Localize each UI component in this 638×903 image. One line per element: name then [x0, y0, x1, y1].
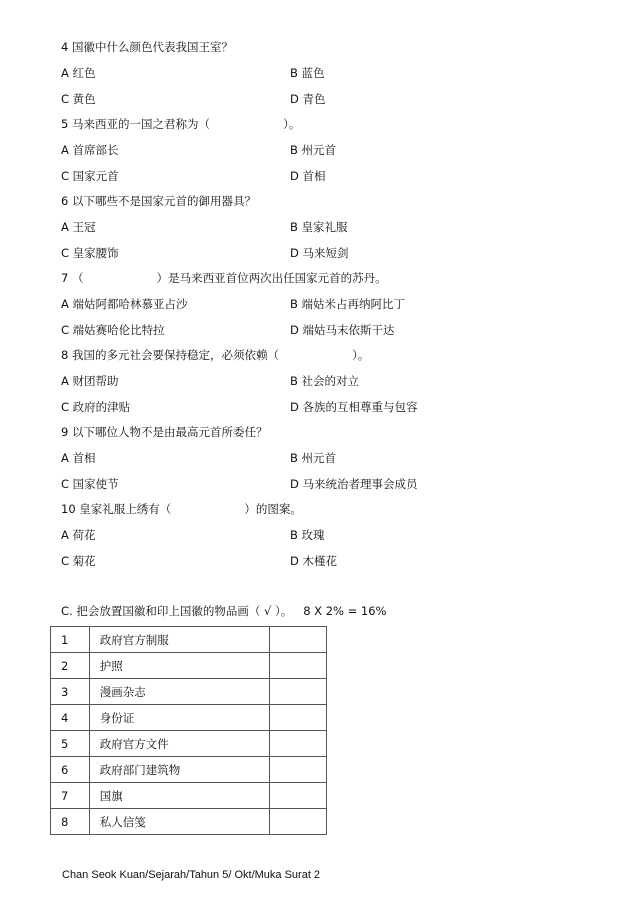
row-number: 3	[51, 679, 90, 705]
row-item: 政府官方文件	[89, 731, 270, 757]
table-row	[51, 783, 327, 809]
table-row	[51, 809, 327, 835]
row-number: 1	[51, 627, 90, 653]
question-10-option-d: D 木槿花	[290, 554, 338, 568]
question-6-option-c: C 皇家腰饰	[61, 246, 119, 260]
row-number: 2	[51, 653, 90, 679]
question-7-option-a: A 端姑阿都哈林慕亚占沙	[61, 297, 188, 311]
question-10-option-a: A 荷花	[61, 528, 96, 542]
question-6-option-b: B 皇家礼服	[290, 220, 348, 234]
row-number: 6	[51, 757, 90, 783]
row-number: 7	[51, 783, 90, 809]
question-8-option-b: B 社会的对立	[290, 374, 360, 388]
page-footer: Chan Seok Kuan/Sejarah/Tahun 5/ Okt/Muka Surat 2	[62, 869, 321, 881]
table-row	[51, 705, 327, 731]
question-5-option-d: D 首相	[290, 169, 326, 183]
question-4-option-c: C 黄色	[61, 92, 96, 106]
row-item: 护照	[89, 653, 270, 679]
question-10-option-b: B 玫瑰	[290, 528, 325, 542]
question-7-option-c: C 端姑赛哈伦比特拉	[61, 323, 165, 337]
tick-box[interactable]	[270, 809, 327, 835]
question-5-stem: 5 马来西亚的一国之君称为（ ）。	[61, 117, 301, 131]
row-number: 4	[51, 705, 90, 731]
tick-box[interactable]	[270, 757, 327, 783]
question-4-option-b: B 蓝色	[290, 66, 325, 80]
question-7-option-b: B 端姑米占再纳阿比丁	[290, 297, 406, 311]
question-4-option-d: D 青色	[290, 92, 326, 106]
row-item: 身份证	[89, 705, 270, 731]
question-9-option-c: C 国家使节	[61, 477, 119, 491]
table-row	[51, 653, 327, 679]
tick-box[interactable]	[270, 679, 327, 705]
question-6-option-a: A 王冠	[61, 220, 96, 234]
row-item: 国旗	[89, 783, 270, 809]
question-10-option-c: C 菊花	[61, 554, 96, 568]
table-row	[51, 679, 327, 705]
question-7-option-d: D 端姑马末依斯干达	[290, 323, 395, 337]
table-row	[51, 731, 327, 757]
row-item: 漫画杂志	[89, 679, 270, 705]
question-5-option-a: A 首席部长	[61, 143, 119, 157]
row-item: 政府部门建筑物	[89, 757, 270, 783]
tick-box[interactable]	[270, 783, 327, 809]
question-9-option-a: A 首相	[61, 451, 96, 465]
tick-box[interactable]	[270, 705, 327, 731]
question-8-stem: 8 我国的多元社会要保持稳定，必须依赖（ ）。	[61, 348, 370, 362]
question-8-option-c: C 政府的津贴	[61, 400, 131, 414]
question-6-stem: 6 以下哪些不是国家元首的御用器具？	[61, 194, 256, 208]
question-9-option-d: D 马来统治者理事会成员	[290, 477, 418, 491]
row-item: 私人信笺	[89, 809, 270, 835]
question-6-option-d: D 马来短剑	[290, 246, 349, 260]
row-number: 5	[51, 731, 90, 757]
question-7-stem: 7 （ ）是马来西亚首位两次出任国家元首的苏丹。	[61, 271, 387, 285]
table-row	[51, 757, 327, 783]
question-5-option-b: B 州元首	[290, 143, 337, 157]
question-5-option-c: C 国家元首	[61, 169, 119, 183]
checklist-table	[50, 626, 327, 835]
question-10-stem: 10 皇家礼服上绣有（ ）的图案。	[61, 502, 302, 516]
tick-box[interactable]	[270, 731, 327, 757]
question-8-option-a: A 财团帮助	[61, 374, 119, 388]
question-4-option-a: A 红色	[61, 66, 96, 80]
question-9-stem: 9 以下哪位人物不是由最高元首所委任？	[61, 425, 268, 439]
question-8-option-d: D 各族的互相尊重与包容	[290, 400, 418, 414]
tick-box[interactable]	[270, 627, 327, 653]
table-row	[51, 627, 327, 653]
row-item: 政府官方制服	[89, 627, 270, 653]
section-c-instruction: C. 把会放置国徽和印上国徽的物品画（ √ ）。 8 X 2% = 16%	[61, 604, 387, 618]
tick-box[interactable]	[270, 653, 327, 679]
question-9-option-b: B 州元首	[290, 451, 337, 465]
row-number: 8	[51, 809, 90, 835]
question-4-stem: 4 国徽中什么颜色代表我国王室？	[61, 40, 233, 54]
